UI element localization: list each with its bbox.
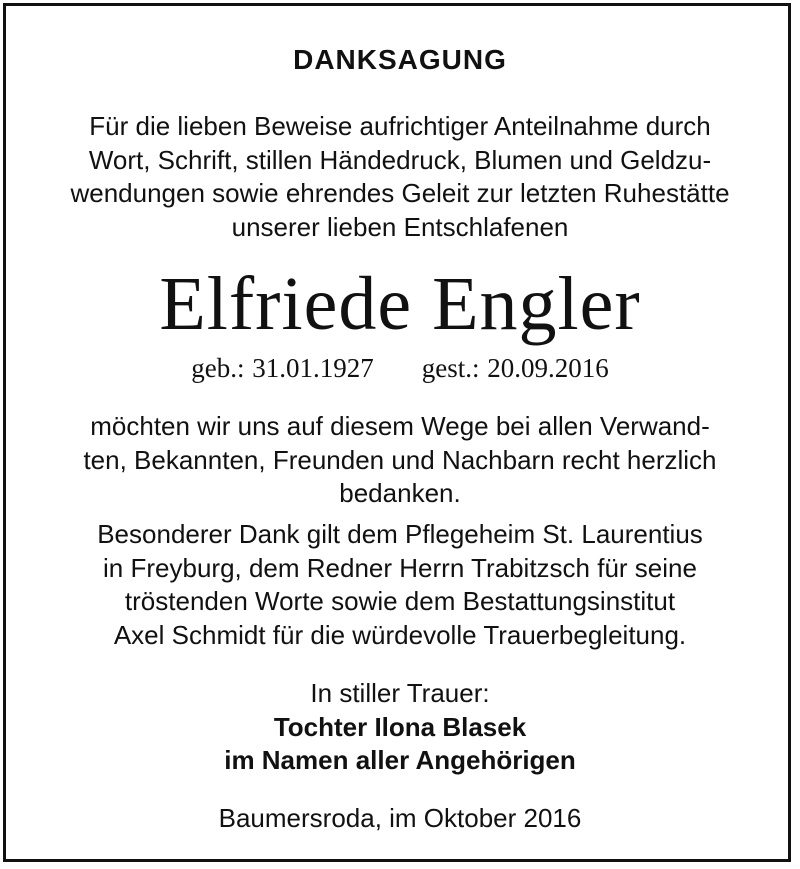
death-date: gest.: 20.09.2016 <box>421 353 609 383</box>
special-thanks-line: in Freyburg, dem Redner Herrn Trabitzsch für seine <box>103 552 697 583</box>
special-thanks-line: Besonderer Dank gilt dem Pflegeheim St. Laurentius <box>97 519 703 549</box>
intro-line: wendungen sowie ehrendes Geleit zur letzten Ruhestätte <box>70 178 730 208</box>
mourner-relatives: im Namen aller Angehörigen <box>224 745 576 775</box>
special-thanks-paragraph <box>0 518 800 652</box>
notice-heading: DANKSAGUNG <box>293 44 507 75</box>
mourning-intro: In stiller Trauer: <box>310 678 490 708</box>
special-thanks-line: Axel Schmidt für die würdevolle Trauerbegleitung. <box>113 619 687 650</box>
thanks-line: möchten wir uns auf diesem Wege bei allen Verwand- <box>90 411 710 441</box>
deceased-name: Elfriede Engler <box>159 262 641 346</box>
intro-line: unserer lieben Entschlafenen <box>231 211 569 242</box>
birth-date: geb.: 31.01.1927 <box>191 353 374 383</box>
thanks-paragraph <box>0 410 800 511</box>
intro-line: Für die lieben Beweise aufrichtiger Anteilnahme durch <box>89 111 711 141</box>
intro-line: Wort, Schrift, stillen Händedruck, Blumen und Geldzu- <box>88 144 712 175</box>
mourner-name: Tochter Ilona Blasek <box>273 711 527 742</box>
place-and-date: Baumersroda, im Oktober 2016 <box>218 803 582 833</box>
special-thanks-line: tröstenden Worte sowie dem Bestattungsinstitut <box>124 586 676 616</box>
mourning-block <box>0 677 800 778</box>
thanks-line: bedanken. <box>339 478 461 508</box>
life-dates <box>0 353 800 384</box>
thanks-line: ten, Bekannten, Freunden und Nachbarn recht herzlich <box>83 444 717 475</box>
intro-paragraph <box>0 110 800 244</box>
